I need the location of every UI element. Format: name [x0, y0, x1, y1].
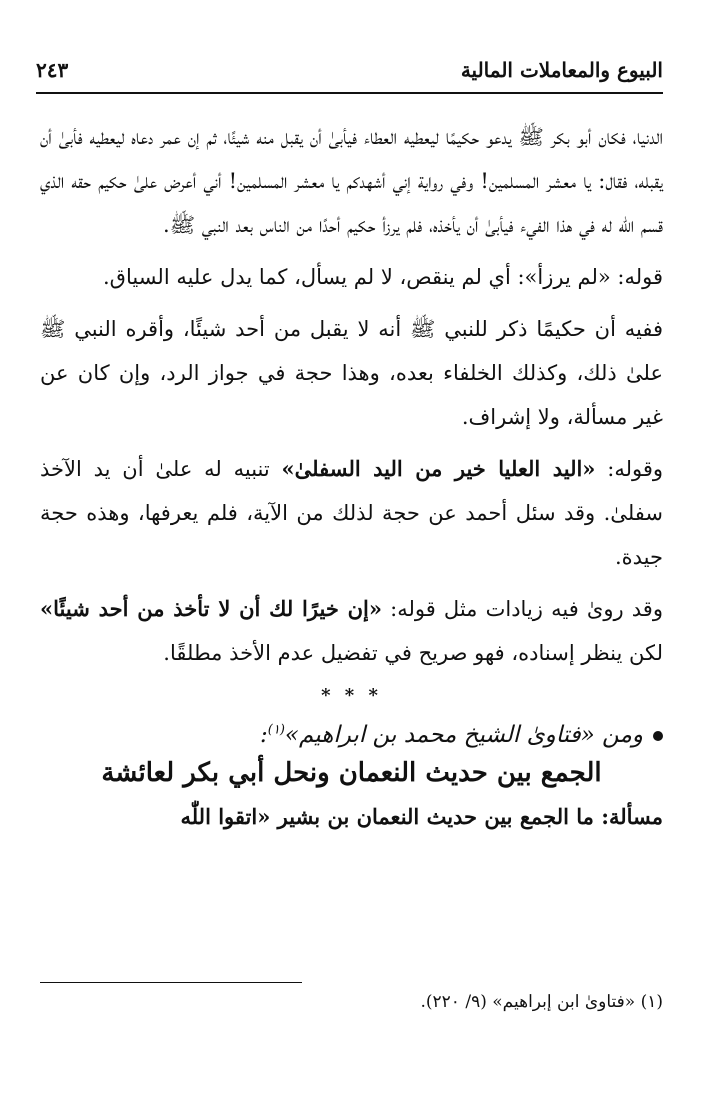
question: مسألة: ما الجمع بين حديث النعمان بن بشير «اتقوا اللّٰه	[180, 804, 663, 829]
footnote-ref: (١)	[267, 722, 285, 738]
section-title: الجمع بين حديث النعمان ونحل أبي بكر لعائشة	[101, 758, 602, 788]
paragraph-5-lead: وقد روىٰ فيه زيادات مثل قوله:	[381, 597, 663, 621]
paragraph-2: قوله: «لم يرزأ»: أي لم ينقص، لا لم يسأل، كما يدل عليه السياق.	[102, 265, 663, 289]
paragraph-3: ففيه أن حكيمًا ذكر للنبي ﷺ أنه لا يقبل من أحد شيئًا، وأقره النبي ﷺ علىٰ ذلك، وكذلك الخلفاء بعده، وهذا حجة في جواز الرد، وإن كان عن غير مسألة، ولا إشراف.	[40, 317, 663, 429]
paragraph-5	[40, 587, 663, 675]
header-rule	[36, 92, 663, 94]
narration-quote: «إن خيرًا لك أن لا تأخذ من أحد شيئًا»	[40, 596, 382, 621]
body-text	[40, 115, 663, 829]
page-number: ٢٤٣	[36, 58, 69, 82]
hadith-quote: «اليد العليا خير من اليد السفلىٰ»	[281, 456, 596, 481]
paragraph-1: الدنيا، فكان أبو بكر ﷺ يدعو حكيمًا ليعطيه العطاء فيأبىٰ أن يقبل منه شيئًا، ثم إن عمر دعاه ليعطيه فأبىٰ أن يقبله، فقال: يا معشر المسلمين! وفي رواية إني أشهدكم يا معشر المسلمين! أني أعرض علىٰ حكيم حقه الذي قسم اللّٰه له في هذا الفيء فيأبىٰ أن يأخذه، فلم يرزأ حكيم أحدًا من الناس بعد النبي ﷺ.	[40, 125, 663, 237]
source-suffix: :	[260, 722, 268, 748]
paragraph-5-rest: لكن ينظر إسناده، فهو صريح في تفضيل عدم الأخذ مطلقًا.	[163, 641, 663, 665]
running-title: البيوع والمعاملات المالية	[460, 58, 663, 82]
paragraph-4-lead: وقوله:	[595, 457, 664, 481]
bullet-icon	[653, 731, 663, 741]
page-header	[36, 58, 663, 92]
section-separator: * * *	[321, 685, 382, 706]
source-text: ومن «فتاوىٰ الشيخ محمد بن ابراهيم»	[284, 722, 643, 748]
source-line	[40, 722, 663, 748]
paragraph-4-rest: تنبيه له علىٰ أن يد الآخذ سفلىٰ. وقد سئل أحمد عن حجة لذلك من الآية، فلم يعرفها، وهذه حجة جيدة.	[40, 457, 663, 569]
paragraph-4	[40, 447, 663, 579]
footnote-rule	[40, 982, 302, 983]
footnote: (١) «فتاوىٰ ابن إبراهيم» (٩/ ٢٢٠).	[420, 992, 663, 1012]
